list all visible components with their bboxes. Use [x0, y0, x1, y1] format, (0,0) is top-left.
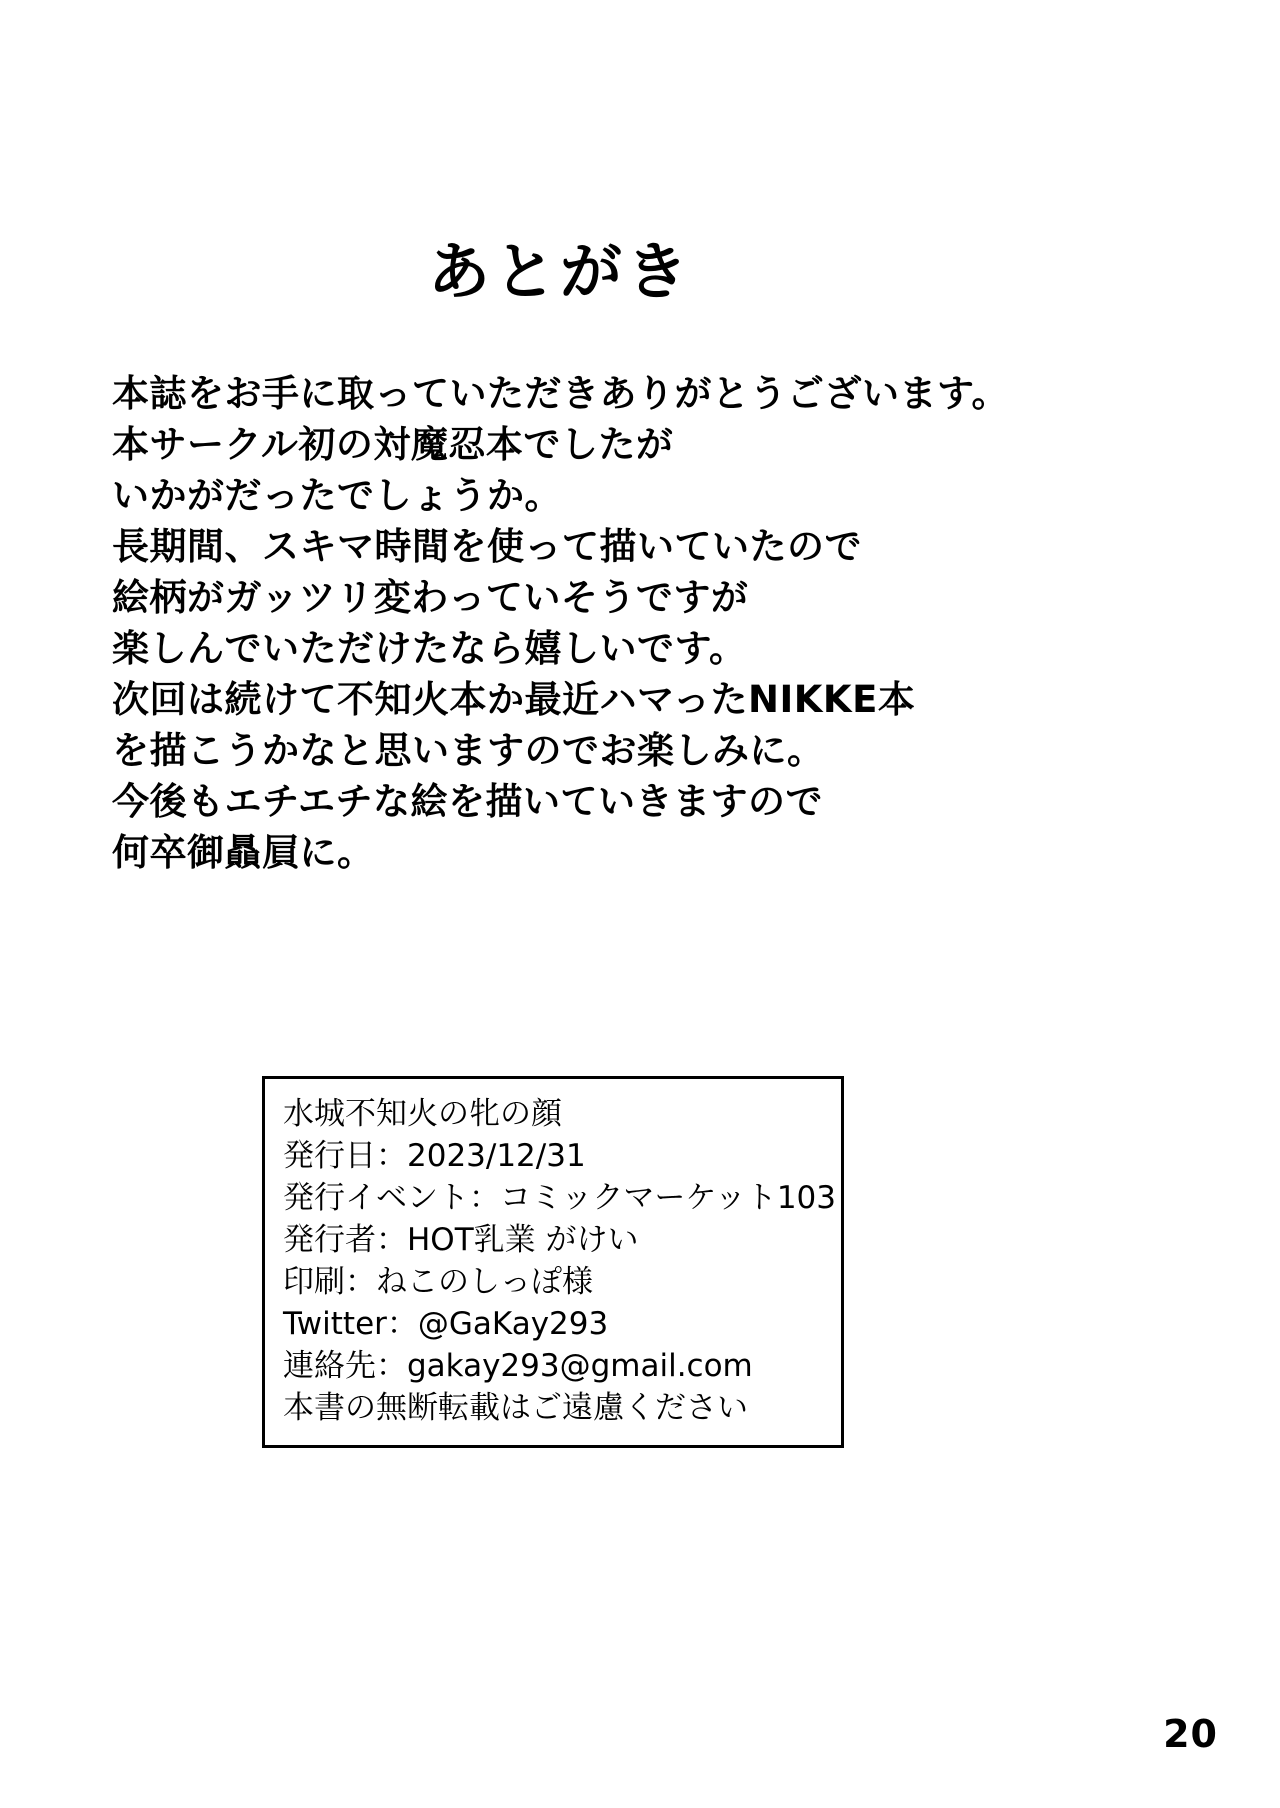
afterword-line: 何卒御贔屓に。 [112, 831, 375, 874]
afterword-line: 楽しんでいただけたなら嬉しいです。 [112, 627, 747, 670]
colophon-line-twitter: Twitter：@GaKay293 [283, 1306, 609, 1342]
colophon-line-printer: 印刷：ねこのしっぽ様 [283, 1264, 593, 1300]
afterword-line: 絵柄がガッツリ変わっていそうですが [112, 576, 749, 619]
colophon-line-title: 水城不知火の牝の顔 [283, 1096, 562, 1132]
afterword-line: いかがだったでしょうか。 [112, 474, 562, 517]
page-title: あとがき [427, 235, 692, 308]
colophon-line-contact: 連絡先：gakay293@gmail.com [283, 1348, 753, 1384]
colophon-line-publish-date: 発行日：2023/12/31 [283, 1138, 586, 1174]
colophon-line-event: 発行イベント：コミックマーケット103 [283, 1180, 836, 1216]
afterword-line: 次回は続けて不知火本か最近ハマったNIKKE本 [112, 678, 916, 721]
afterword-line: 本サークル初の対魔忍本でしたが [112, 423, 674, 466]
colophon-box [262, 1076, 844, 1448]
afterword-line: を描こうかなと思いますのでお楽しみに。 [112, 729, 825, 772]
colophon-line-publisher: 発行者：HOT乳業 がけい [283, 1222, 639, 1258]
afterword-line: 今後もエチエチな絵を描いていきますので [112, 780, 824, 823]
page-number: 20 [1163, 1712, 1218, 1756]
afterword-text [112, 368, 1072, 878]
afterword-line: 本誌をお手に取っていただきありがとうございます。 [112, 372, 1010, 415]
colophon-line-notice: 本書の無断転載はご遠慮ください [283, 1390, 748, 1426]
afterword-line: 長期間、スキマ時間を使って描いていたので [112, 525, 862, 568]
